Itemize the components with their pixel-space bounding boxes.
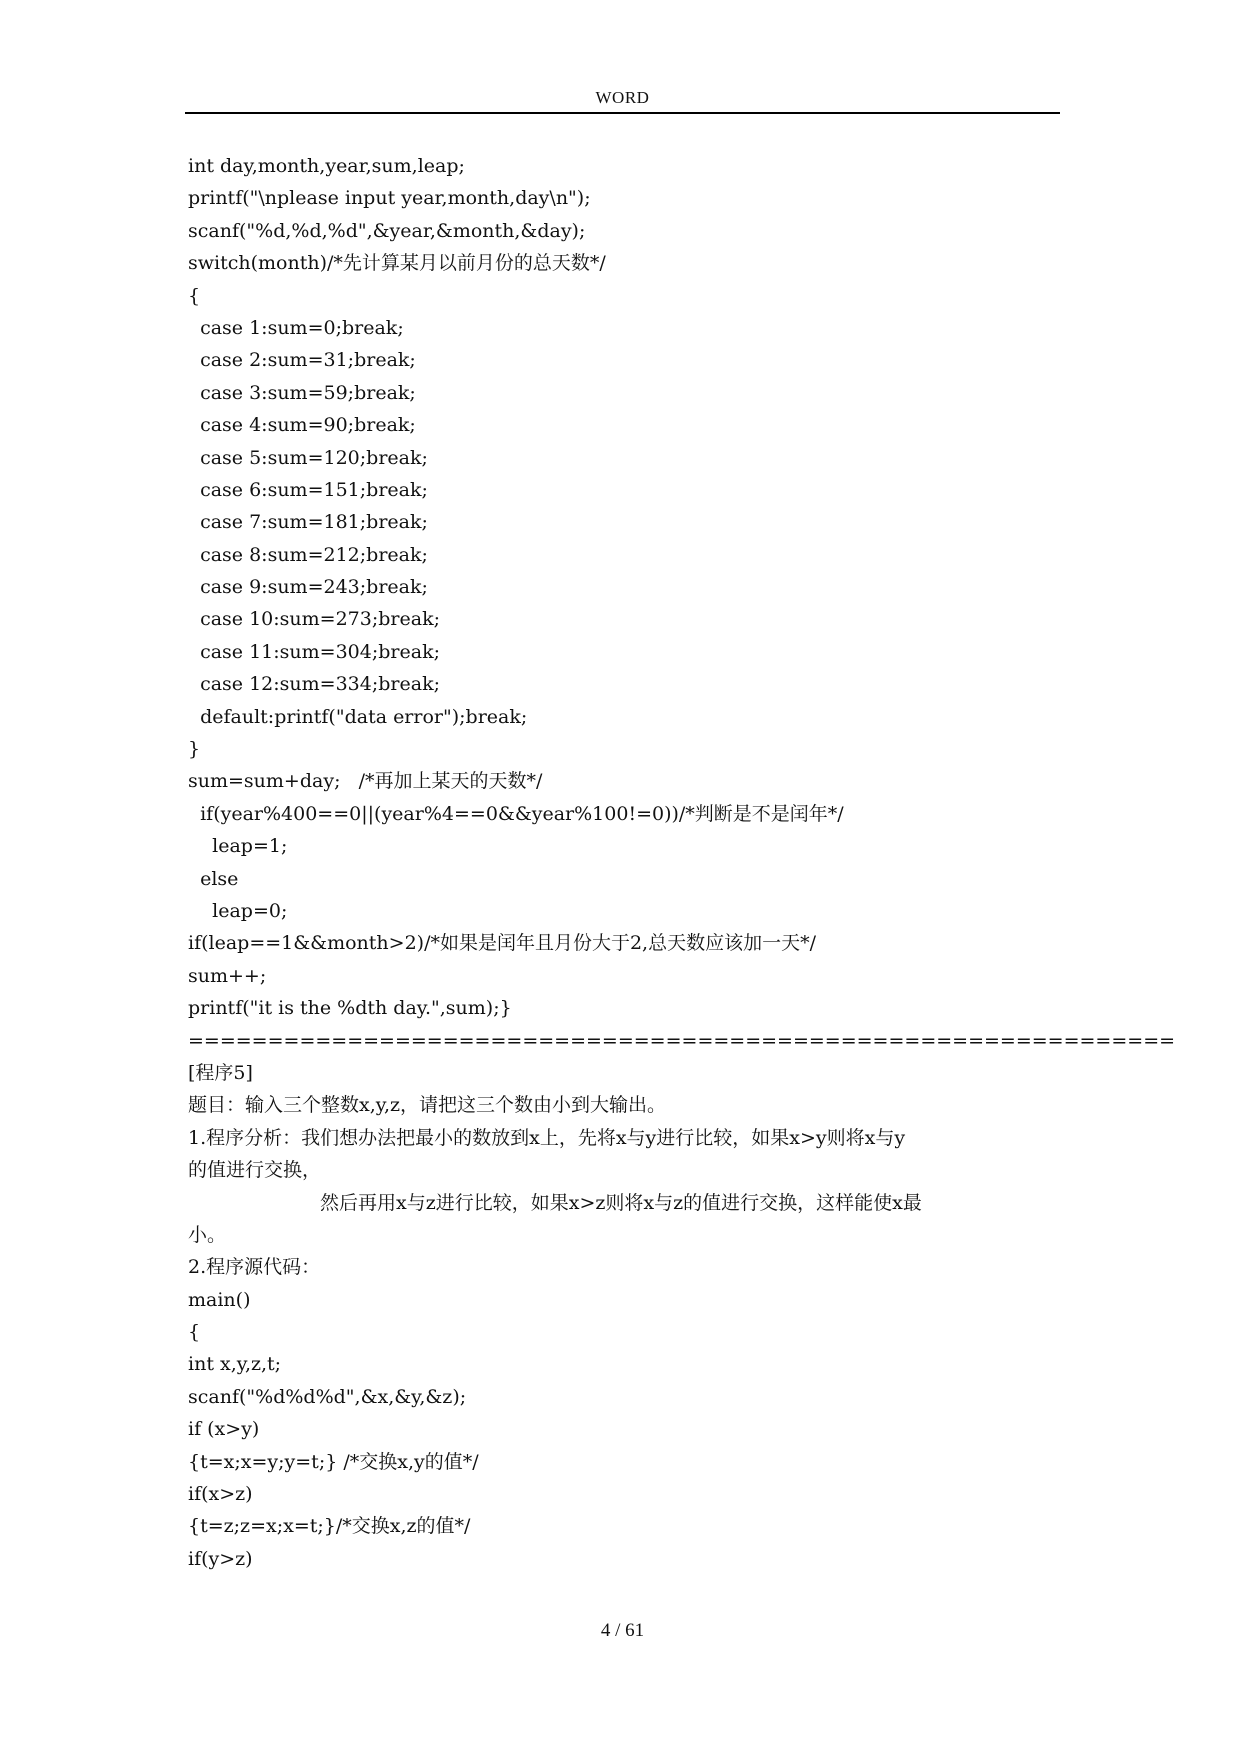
- code-line: main(): [188, 1288, 251, 1311]
- code-line: if(x>z): [188, 1483, 253, 1506]
- code-line: sum++;: [188, 964, 267, 987]
- analysis-text: 小。: [188, 1223, 227, 1246]
- code-line: if(y>z): [188, 1547, 253, 1570]
- code-line: if (x>y): [188, 1418, 260, 1441]
- code-line: case 12:sum=334;break;: [188, 673, 440, 696]
- analysis-text: 然后再用x与z进行比较，如果x>z则将x与z的值进行交换，这样能使x最: [320, 1191, 922, 1214]
- code-line: case 3:sum=59;break;: [188, 381, 416, 404]
- code-line: case 5:sum=120;break;: [188, 446, 428, 469]
- code-line: case 8:sum=212;break;: [188, 543, 428, 566]
- code-line: }: [188, 738, 201, 761]
- code-line: scanf("%d%d%d",&x,&y,&z);: [188, 1385, 467, 1408]
- code-line: printf("it is the %dth day.",sum);}: [188, 997, 512, 1020]
- code-line: {: [188, 284, 201, 307]
- code-line: case 4:sum=90;break;: [188, 414, 416, 437]
- page-header: WORD: [595, 88, 650, 107]
- code-line: default:printf("data error");break;: [188, 705, 528, 728]
- code-line: if(year%400==0||(year%4==0&&year%100!=0))/*判断是不是闰年*/: [188, 802, 844, 825]
- code-line: int x,y,z,t;: [188, 1353, 282, 1376]
- code-line: case 10:sum=273;break;: [188, 608, 440, 631]
- separator-line: ==============================================================: [188, 1029, 1176, 1052]
- code-line: case 6:sum=151;break;: [188, 478, 428, 501]
- source-heading: 2.程序源代码：: [188, 1256, 321, 1279]
- program-heading: [程序5]: [188, 1061, 253, 1084]
- header-rule: [185, 112, 1060, 114]
- code-line: case 1:sum=0;break;: [188, 316, 404, 339]
- code-line: case 11:sum=304;break;: [188, 640, 440, 663]
- code-line: {: [188, 1321, 201, 1344]
- code-line: switch(month)/*先计算某月以前月份的总天数*/: [188, 252, 606, 275]
- page-number: 4 / 61: [600, 1620, 645, 1641]
- code-line: else: [188, 867, 239, 890]
- analysis-text: 1.程序分析：我们想办法把最小的数放到x上，先将x与y进行比较，如果x>y则将x与y: [188, 1126, 906, 1149]
- code-line: case 9:sum=243;break;: [188, 576, 428, 599]
- document-body: [188, 150, 1176, 1575]
- code-line: leap=1;: [188, 835, 288, 858]
- code-line: if(leap==1&&month>2)/*如果是闰年且月份大于2,总天数应该加一天*/: [188, 932, 817, 955]
- code-line: int day,month,year,sum,leap;: [188, 155, 465, 177]
- problem-statement: 题目：输入三个整数x,y,z，请把这三个数由小到大输出。: [188, 1094, 667, 1117]
- code-line: case 7:sum=181;break;: [188, 511, 428, 534]
- analysis-text: 的值进行交换，: [188, 1159, 322, 1182]
- code-line: printf("\nplease input year,month,day\n");: [188, 187, 591, 210]
- code-line: {t=z;z=x;x=t;}/*交换x,z的值*/: [188, 1515, 471, 1538]
- code-line: scanf("%d,%d,%d",&year,&month,&day);: [188, 219, 586, 242]
- code-line: {t=x;x=y;y=t;} /*交换x,y的值*/: [188, 1450, 479, 1473]
- code-line: case 2:sum=31;break;: [188, 349, 416, 372]
- code-line: sum=sum+day; /*再加上某天的天数*/: [188, 770, 543, 793]
- code-line: leap=0;: [188, 899, 288, 922]
